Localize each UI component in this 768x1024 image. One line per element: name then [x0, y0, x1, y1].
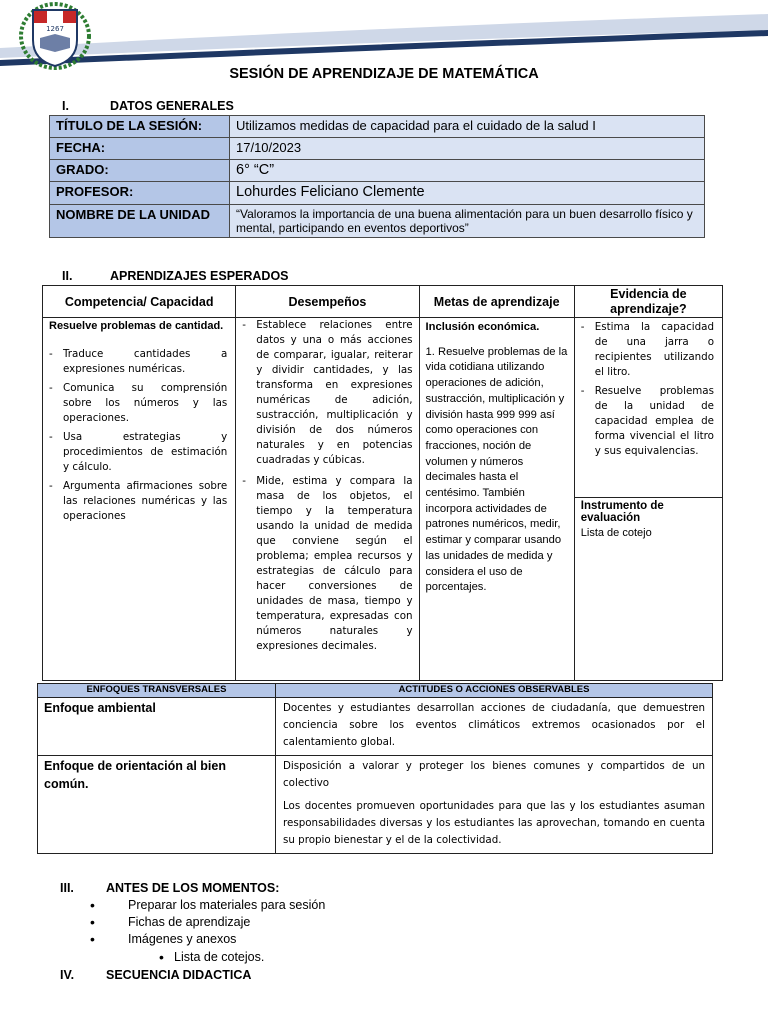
action-text: Disposición a valorar y proteger los bienes comunes y compartidos de un colectivo: [283, 760, 705, 789]
section-3-heading: [60, 881, 279, 895]
list-item: - Resuelve problemas de la unidad de capacidad emplea de forma vivencial el litro y sus equivalencias.: [581, 384, 714, 459]
table-header-row: [38, 684, 713, 698]
section-3-title: ANTES DE LOS MOMENTOS:: [106, 881, 280, 895]
unit-name-value: “Valoramos la importancia de una buena alimentación para un buen desarrollo físico y mental, participando en eventos deportivos”: [230, 205, 705, 238]
general-data-table: [49, 115, 705, 238]
list-item: • Imágenes y anexos: [90, 931, 237, 947]
instrumento-box: [575, 498, 722, 541]
grade-label: GRADO:: [50, 160, 230, 182]
section-2-number: II.: [62, 269, 73, 283]
metas-cell: [419, 318, 574, 681]
crest-year: 1267: [46, 25, 64, 33]
table-row: [50, 138, 705, 160]
date-value: 17/10/2023: [230, 138, 705, 160]
session-title-label: TÍTULO DE LA SESIÓN:: [50, 116, 230, 138]
table-row: [38, 756, 713, 854]
header-banner: [0, 0, 768, 70]
section-2-heading: [62, 269, 289, 283]
table-row: [38, 698, 713, 756]
column-header-enfoques: ENFOQUES TRANSVERSALES: [38, 684, 276, 698]
competencia-cell: [43, 318, 236, 681]
date-label: FECHA:: [50, 138, 230, 160]
evidencia-cell: [574, 318, 722, 681]
table-row: [50, 205, 705, 238]
action-text: Docentes y estudiantes desarrollan acciones de ciudadanía, que demuestren conciencia sobre los eventos climáticos extremos ocasionados por el calentamiento global.: [283, 702, 705, 748]
list-item: - Establece relaciones entre datos y una o más acciones de comparar, igualar, reiterar y dividir cantidades, y las transforma en expresiones numéricas de adición, sustracción, multiplicación y división de dos números naturales y en potencias cuadradas y cúbicas.: [242, 318, 412, 468]
table-row: [50, 160, 705, 182]
grade-value: 6° “C”: [230, 160, 705, 182]
section-1-number: I.: [62, 99, 69, 113]
enfoque-actions: [276, 698, 713, 756]
session-title-value: Utilizamos medidas de capacidad para el cuidado de la salud I: [230, 116, 705, 138]
list-item: - Mide, estima y compara la masa de los objetos, el tiempo y la temperatura usando la unidad de medida que conviene según el problema; emplea recursos y estrategias de cálculo para hacer conversiones de unidades de masa, tiempo y temperatura, expresadas con números naturales y expresiones decimales.: [242, 474, 412, 654]
teacher-label: PROFESOR:: [50, 182, 230, 205]
school-crest-logo: [18, 2, 92, 70]
bullet-icon: •: [159, 949, 164, 965]
enfoque-name: Enfoque ambiental: [38, 698, 276, 756]
column-header-competencia: Competencia/ Capacidad: [43, 286, 236, 318]
unit-name-label: NOMBRE DE LA UNIDAD: [50, 205, 230, 238]
section-4-heading: [60, 968, 251, 982]
table-row: [43, 318, 723, 681]
metas-text: 1. Resuelve problemas de la vida cotidiana utilizando operaciones de adición, sustracción, multiplicación y división hasta 999 999 así como operaciones con fracciones, noción de volumen y números decimales hasta el centésimo. También incorpora actividades de patrones numéricos, medir, estimar y comparar usando las unidades de medida y considera el uso de porcentajes.: [425, 345, 568, 594]
list-item: • Preparar los materiales para sesión: [90, 897, 326, 913]
table-row: [50, 182, 705, 205]
section-1-title: DATOS GENERALES: [110, 99, 234, 113]
list-item: - Estima la capacidad de una jarra o recipientes utilizando el litro.: [581, 320, 714, 380]
list-item: - Argumenta afirmaciones sobre las relaciones numéricas y las operaciones: [49, 479, 227, 524]
list-item: • Lista de cotejos.: [159, 949, 265, 965]
instrumento-value: Lista de cotejo: [580, 527, 652, 539]
column-header-evidencia: Evidencia de aprendizaje?: [574, 286, 722, 318]
instrumento-heading: Instrumento de evaluación: [580, 500, 664, 524]
evidencia-list: [581, 320, 714, 459]
enfoque-actions: [276, 756, 713, 854]
evidencia-box: [575, 318, 722, 498]
section-4-number: IV.: [60, 968, 75, 982]
desempenos-cell: [236, 318, 419, 681]
section-4-title: SECUENCIA DIDACTICA: [106, 968, 252, 982]
metas-heading: Inclusión económica.: [425, 321, 540, 333]
column-header-actitudes: ACTITUDES O ACCIONES OBSERVABLES: [276, 684, 713, 698]
list-item: • Fichas de aprendizaje: [90, 914, 251, 930]
enfoque-name: Enfoque de orientación al bien común.: [38, 756, 276, 854]
table-header-row: [43, 286, 723, 318]
bullet-icon: •: [90, 897, 95, 913]
bullet-icon: •: [90, 931, 95, 947]
list-item: - Usa estrategias y procedimientos de estimación y cálculo.: [49, 430, 227, 475]
document-title: SESIÓN DE APRENDIZAJE DE MATEMÁTICA: [229, 66, 539, 82]
column-header-metas: Metas de aprendizaje: [419, 286, 574, 318]
section-2-title: APRENDIZAJES ESPERADOS: [110, 269, 289, 283]
desempenos-list: [242, 318, 412, 654]
column-header-desempenos: Desempeños: [236, 286, 419, 318]
bullet-icon: •: [90, 914, 95, 930]
list-item: - Comunica su comprensión sobre los números y las operaciones.: [49, 381, 227, 426]
action-text: Los docentes promueven oportunidades para que las y los estudiantes asuman responsabilidades diversas y los estudiantes las aprovechan, tomando en cuenta su propio bienestar y el de la colectividad.: [283, 800, 705, 846]
teacher-value: Lohurdes Feliciano Clemente: [230, 182, 705, 205]
enfoques-table: [37, 683, 713, 854]
table-row: [50, 116, 705, 138]
list-item: - Traduce cantidades a expresiones numéricas.: [49, 347, 227, 377]
section-3-number: III.: [60, 881, 74, 895]
capacidades-list: [49, 347, 227, 524]
section-1-heading: [62, 99, 234, 113]
expected-learning-table: [42, 285, 723, 681]
competencia-title: Resuelve problemas de cantidad.: [49, 320, 224, 332]
